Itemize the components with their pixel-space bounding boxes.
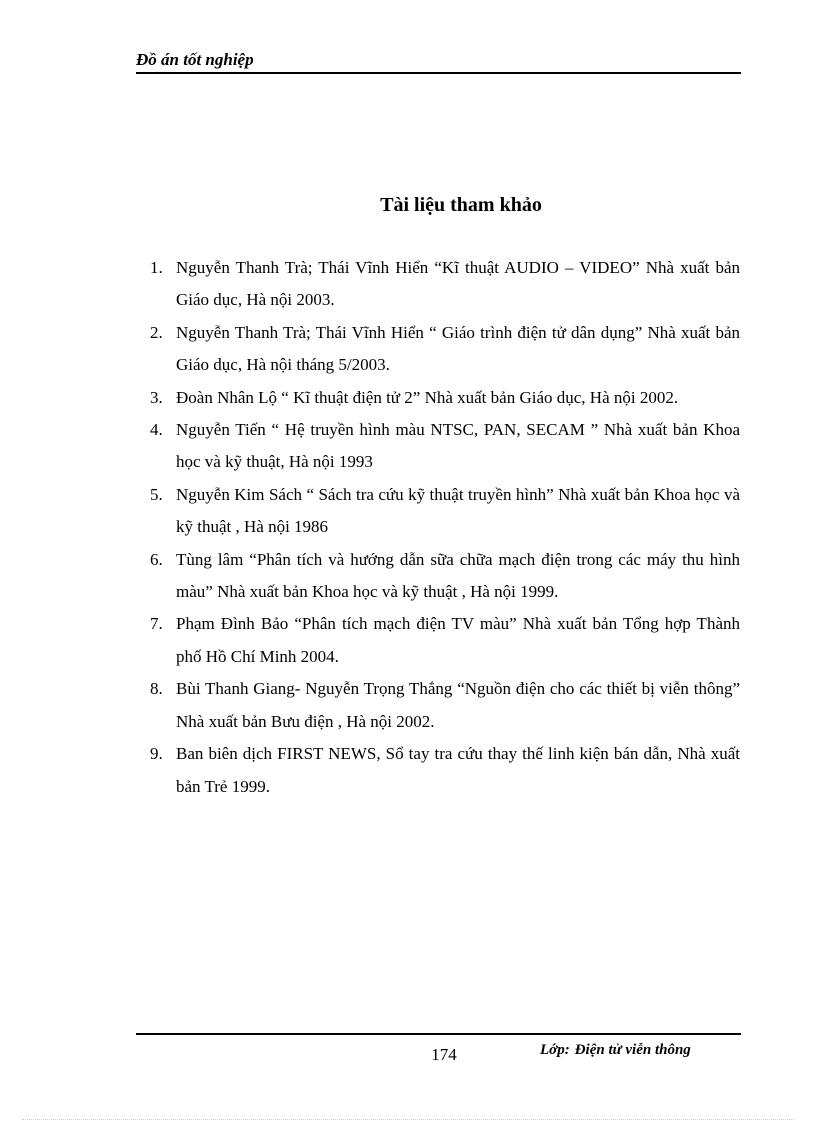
reference-text: Nguyễn Tiến “ Hệ truyền hình màu NTSC, PAN, SECAM ” Nhà xuất bản Khoa học và kỹ thuật, Hà nội 1993 <box>176 420 740 472</box>
reference-item <box>150 317 740 382</box>
page-header <box>136 50 741 74</box>
reference-text: Nguyễn Thanh Trà; Thái Vĩnh Hiển “ Giáo trình điện tử dân dụng” Nhà xuất bản Giáo dục, Hà nội tháng 5/2003. <box>176 322 740 375</box>
reference-item <box>150 544 740 609</box>
reference-item <box>150 479 740 544</box>
reference-item <box>150 608 740 673</box>
reference-item <box>150 382 740 414</box>
reference-number: 3. <box>150 387 163 407</box>
reference-item <box>150 673 740 738</box>
class-value: Điện tử viễn thông <box>574 1042 691 1058</box>
reference-item <box>150 738 740 803</box>
reference-number: 6. <box>150 549 163 569</box>
reference-text: Tùng lâm “Phân tích và hướng dẫn sữa chữa mạch điện trong các máy thu hình màu” Nhà xuất bản Khoa học và kỹ thuật , Hà nội 1999. <box>176 549 740 602</box>
footer-divider <box>136 1033 741 1035</box>
reference-text: Nguyễn Kim Sách “ Sách tra cứu kỹ thuật truyền hình” Nhà xuất bản Khoa học và kỹ thuật , Hà nội 1986 <box>176 484 740 537</box>
reference-number: 9. <box>150 744 163 764</box>
reference-text: Ban biên dịch FIRST NEWS, Sổ tay tra cứu thay thế linh kiện bán dẫn, Nhà xuất bản Trẻ 1999. <box>176 744 740 796</box>
reference-number: 2. <box>150 322 163 342</box>
document-title: Tài liệu tham khảo <box>380 194 542 216</box>
reference-item <box>150 252 740 317</box>
reference-text: Bùi Thanh Giang- Nguyễn Trọng Thắng “Nguồn điện cho các thiết bị viễn thông” Nhà xuất bản Bưu điện , Hà nội 2002. <box>176 679 740 731</box>
reference-text: Phạm Đình Bảo “Phân tích mạch điện TV màu” Nhà xuất bản Tổng hợp Thành phố Hồ Chí Minh 2004. <box>176 614 740 666</box>
reference-list <box>150 252 740 803</box>
reference-text: Nguyễn Thanh Trà; Thái Vĩnh Hiển “Kĩ thuật AUDIO – VIDEO” Nhà xuất bản Giáo dục, Hà nội 2003. <box>176 258 740 310</box>
reference-number: 4. <box>150 420 163 440</box>
header-title: Đồ án tốt nghiệp <box>136 50 254 69</box>
class-label: Lớp: <box>540 1042 570 1058</box>
reference-number: 8. <box>150 679 163 699</box>
reference-number: 5. <box>150 484 163 504</box>
page-edge-divider <box>22 1119 794 1120</box>
reference-text: Đoàn Nhân Lộ “ Kĩ thuật điện tử 2” Nhà xuất bản Giáo dục, Hà nội 2002. <box>176 387 679 407</box>
reference-number: 1. <box>150 258 163 277</box>
reference-number: 7. <box>150 614 163 634</box>
reference-item <box>150 414 740 479</box>
page-number: 174 <box>431 1045 457 1064</box>
footer-class-info <box>540 1040 740 1060</box>
